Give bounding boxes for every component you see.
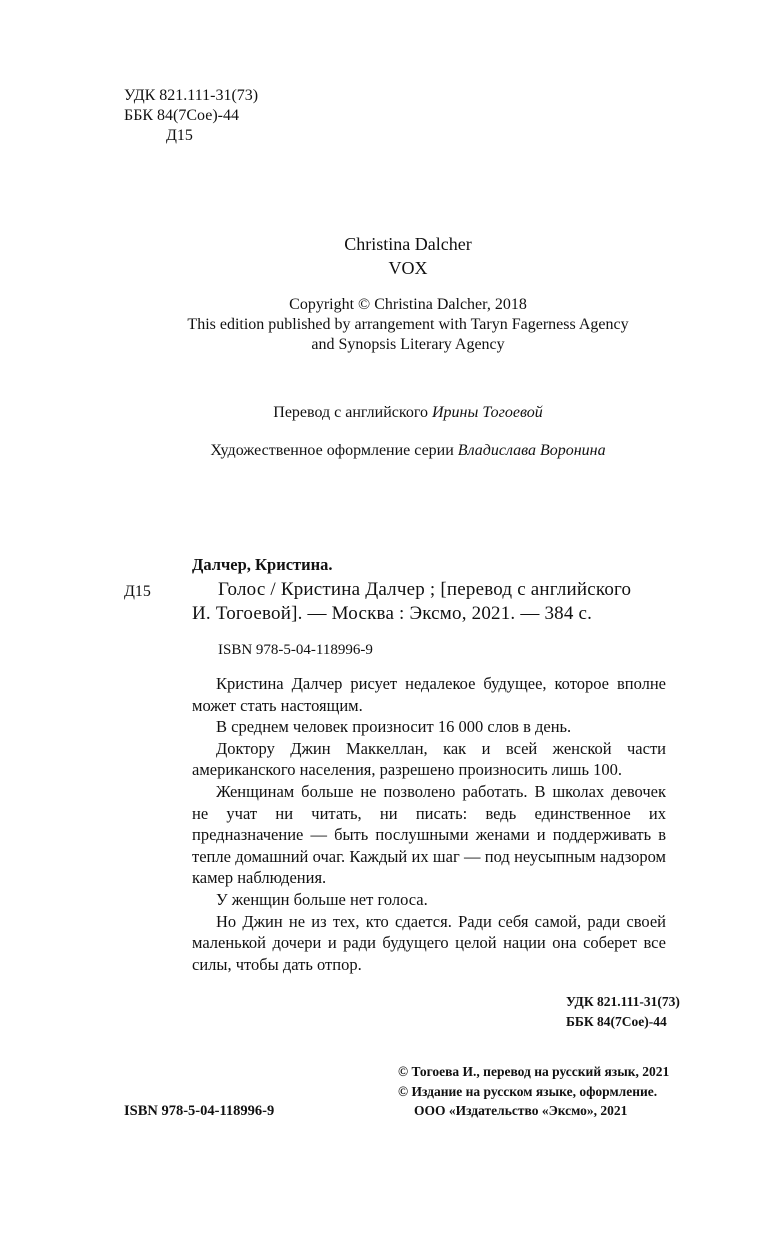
copyright-edition: © Издание на русском языке, оформление. (398, 1083, 658, 1099)
annotation-paragraph: В среднем человек произносит 16 000 слов в день. (216, 717, 572, 737)
bottom-bbk: ББК 84(7Сое)-44 (566, 1014, 667, 1029)
udk-code: УДК 821.111-31(73) (124, 87, 259, 104)
copyright-line: Copyright © Christina Dalcher, 2018 (289, 296, 527, 313)
design-label: Художественное оформление серии (210, 442, 458, 459)
original-author: Christina Dalcher (344, 234, 472, 254)
original-title: VOX (388, 258, 428, 278)
author-sign: Д15 (166, 127, 193, 144)
annotation-paragraph: Кристина Далчер рисует недалекое будущее, которое вполне может стать настоящим. (192, 674, 666, 715)
copyright-translation: © Тогоева И., перевод на русский язык, 2021 (398, 1064, 670, 1079)
catalog-line-1: Голос / Кристина Далчер ; [перевод с английского (218, 579, 632, 600)
design-credit (0, 441, 768, 461)
copyright-line: and Synopsis Literary Agency (311, 336, 505, 353)
top-classification (124, 86, 258, 146)
annotation-paragraph: Женщинам больше не позволено работать. В школах девочек не учат ни читать, ни писать: ведь единственное их предназначение — быть послушными женами и поддерживать в тепле домашний очаг. Каждый их шаг — под неусыпным надзором камер наблюдения. (192, 781, 666, 888)
publisher: ООО «Издательство «Эксмо», 2021 (414, 1103, 628, 1118)
designer-name: Владислава Воронина (457, 442, 606, 459)
catalog-line-2: И. Тогоевой]. — Москва : Эксмо, 2021. — 384 с. (192, 603, 593, 624)
annotation (192, 673, 666, 975)
annotation-paragraph: У женщин больше нет голоса. (216, 889, 428, 909)
translation-label: Перевод с английского (273, 404, 432, 421)
bottom-classification (566, 992, 680, 1032)
bottom-udk: УДК 821.111-31(73) (566, 994, 680, 1009)
catalog-heading: Далчер, Кристина. (192, 555, 333, 574)
annotation-paragraph: Но Джин не из тех, кто сдается. Ради себя самой, ради своей маленькой дочери и ради будущего целой нации она соберет все силы, чтобы дать отпор. (192, 911, 666, 974)
translator-name: Ирины Тогоевой (432, 404, 543, 421)
copyright-line: This edition published by arrangement with Taryn Fagerness Agency (187, 316, 629, 333)
bbk-code: ББК 84(7Сое)-44 (124, 107, 239, 124)
copyright-block (0, 295, 768, 355)
original-title-block (0, 232, 768, 280)
catalog-isbn: ISBN 978-5-04-118996-9 (218, 642, 373, 658)
footer-copyrights (398, 1062, 669, 1121)
catalog-sign: Д15 (124, 583, 151, 600)
footer-isbn: ISBN 978-5-04-118996-9 (124, 1103, 275, 1119)
translation-credit (0, 403, 768, 423)
annotation-paragraph: Доктору Джин Маккеллан, как и всей женской части американского населения, разрешено произносить лишь 100. (192, 738, 666, 780)
